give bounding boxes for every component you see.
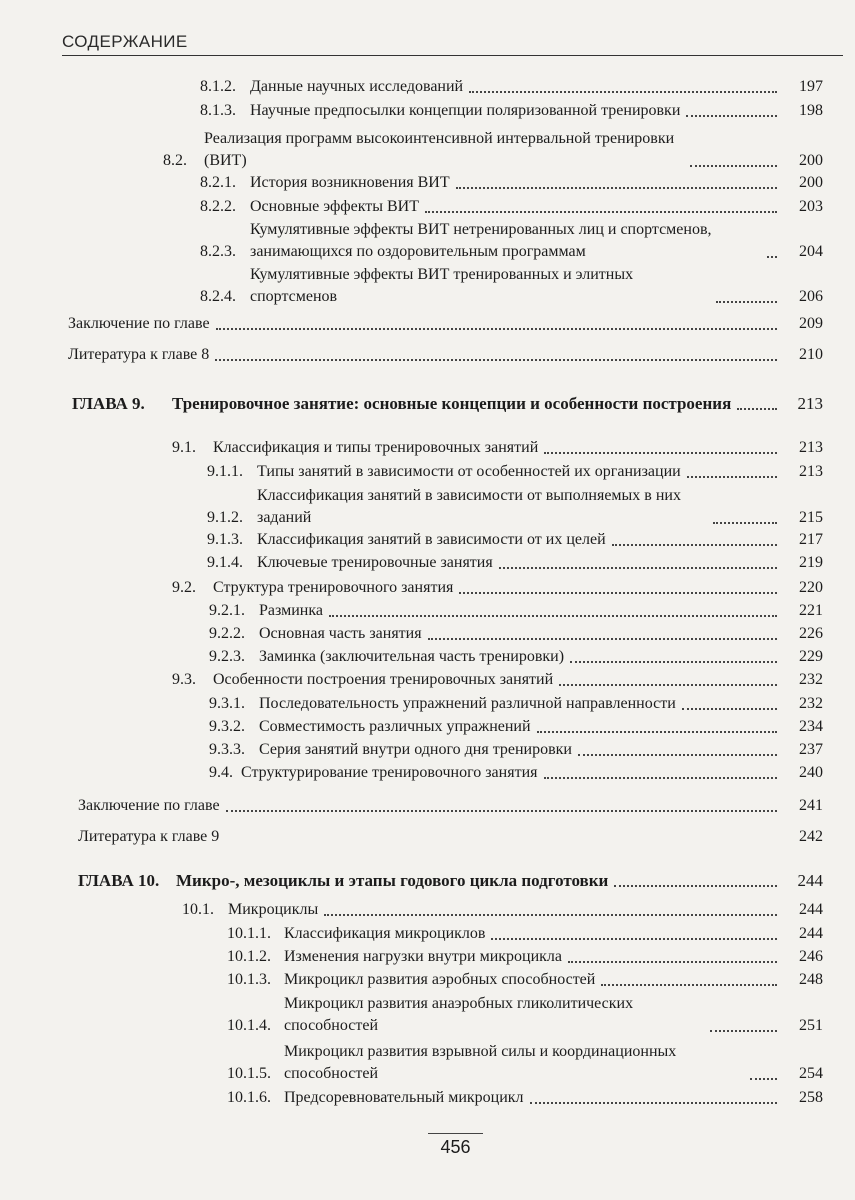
leader-dots	[737, 407, 777, 410]
leader-dots	[469, 90, 777, 93]
toc-entry: 8.1.3. Научные предпосылки концепции поляризованной тренировки 198	[200, 100, 823, 122]
leader-dots	[456, 186, 777, 189]
leader-dots	[570, 660, 777, 663]
toc-entry: 9.3.2. Совместимость различных упражнений 234	[209, 716, 823, 738]
page-number: 241	[799, 797, 823, 814]
toc-entry: 10.1.1. Классификация микроциклов 244	[227, 923, 823, 945]
page-number: 258	[799, 1089, 823, 1106]
page-number: 244	[797, 871, 823, 890]
leader-dots	[491, 937, 777, 940]
leader-dots	[215, 358, 777, 361]
toc-entry: 9.1.4. Ключевые тренировочные занятия 219	[207, 552, 823, 574]
leader-dots	[767, 255, 777, 258]
page-number: 246	[799, 948, 823, 965]
leader-dots	[544, 451, 777, 454]
toc-entry: 9.2.1. Разминка 221	[209, 600, 823, 622]
folio-page-number: 456	[440, 1137, 471, 1157]
toc-entry: 9.2.3. Заминка (заключительная часть тренировки) 229	[209, 646, 823, 668]
page-number: 226	[799, 625, 823, 642]
toc-entry: 8.2.3. Кумулятивные эффекты ВИТ нетренированных лиц и спортсменов, занимающихся по оздоровительным программам 204	[200, 219, 823, 263]
page-number: 229	[799, 648, 823, 665]
leader-dots	[614, 884, 777, 887]
toc-entry: 10.1.5. Микроцикл развития взрывной силы и координационных способностей 254	[227, 1041, 823, 1085]
page-number: 213	[797, 394, 823, 413]
footer-rule	[428, 1133, 483, 1134]
page-number: 206	[799, 288, 823, 305]
leader-dots	[710, 1029, 777, 1032]
leader-dots	[537, 730, 777, 733]
chapter-heading: ГЛАВА 9. Тренировочное занятие: основные концепции и особенности построения 213	[72, 394, 823, 413]
toc-entry: 10.1. Микроциклы 244	[182, 899, 823, 921]
leader-dots	[459, 591, 777, 594]
page-number: 234	[799, 718, 823, 735]
leader-dots	[216, 327, 777, 330]
leader-dots	[682, 707, 777, 710]
leader-dots	[324, 913, 777, 916]
toc-entry: 8.2.2. Основные эффекты ВИТ 203	[200, 196, 823, 218]
page-number: 220	[799, 579, 823, 596]
leader-dots	[428, 637, 777, 640]
toc-entry: 8.2. Реализация программ высокоинтенсивной интервальной тренировки (ВИТ) 200	[163, 128, 823, 172]
toc-entry: 9.1.3. Классификация занятий в зависимости от их целей 217	[207, 529, 823, 551]
page-number: 251	[799, 1017, 823, 1034]
page-number: 198	[799, 102, 823, 119]
leader-dots	[686, 114, 777, 117]
leader-dots	[687, 475, 777, 478]
page-number: 200	[799, 152, 823, 169]
toc-entry: 9.3.3. Серия занятий внутри одного дня тренировки 237	[209, 739, 823, 761]
page-number: 217	[799, 531, 823, 548]
toc-entry: 8.1.2. Данные научных исследований 197	[200, 76, 823, 98]
page-number: 204	[799, 243, 823, 260]
leader-dots	[716, 300, 777, 303]
leader-dots	[544, 776, 778, 779]
page-number: 221	[799, 602, 823, 619]
page-number: 232	[799, 695, 823, 712]
toc-entry: 9.4. Структурирование тренировочного занятия 240	[209, 762, 823, 784]
toc-entry: Литература к главе 9 242	[78, 826, 823, 848]
toc-entry: 9.1.1. Типы занятий в зависимости от особенностей их организации 213	[207, 461, 823, 483]
page-number: 197	[799, 78, 823, 95]
running-header: СОДЕРЖАНИЕ	[62, 32, 188, 51]
page-number: 219	[799, 554, 823, 571]
page-number: 244	[799, 901, 823, 918]
leader-dots	[499, 566, 777, 569]
chapter-heading: ГЛАВА 10. Микро-, мезоциклы и этапы годового цикла подготовки 244	[78, 871, 823, 890]
leader-dots	[425, 210, 777, 213]
toc-entry: Заключение по главе 241	[78, 795, 823, 817]
toc-entry: 9.1. Классификация и типы тренировочных занятий 213	[172, 437, 823, 459]
page-number: 240	[799, 764, 823, 781]
leader-dots	[601, 983, 777, 986]
page-number: 254	[799, 1065, 823, 1082]
toc-entry: 9.1.2. Классификация занятий в зависимости от выполняемых в них заданий 215	[207, 485, 823, 529]
page-number: 209	[799, 315, 823, 332]
leader-dots	[568, 960, 777, 963]
leader-dots	[329, 614, 777, 617]
toc-entry: Заключение по главе 209	[68, 313, 823, 335]
page-number: 213	[799, 439, 823, 456]
toc-entry: 9.2.2. Основная часть занятия 226	[209, 623, 823, 645]
page-number: 248	[799, 971, 823, 988]
toc-entry: 9.3. Особенности построения тренировочных занятий 232	[172, 669, 823, 691]
page-number: 237	[799, 741, 823, 758]
page-number: 213	[799, 463, 823, 480]
toc-entry: Литература к главе 8 210	[68, 344, 823, 366]
toc-entry: 10.1.4. Микроцикл развития анаэробных гликолитических способностей 251	[227, 993, 823, 1037]
leader-dots	[612, 543, 777, 546]
leader-dots	[578, 753, 777, 756]
page-number: 210	[799, 346, 823, 363]
leader-dots	[226, 809, 777, 812]
page-number: 203	[799, 198, 823, 215]
header-rule	[62, 55, 843, 56]
leader-dots	[713, 521, 777, 524]
page-number: 242	[799, 828, 823, 845]
page-number: 200	[799, 174, 823, 191]
toc-entry: 8.2.4. Кумулятивные эффекты ВИТ тренированных и элитных спортсменов 206	[200, 264, 823, 308]
leader-dots	[690, 164, 777, 167]
toc-entry: 8.2.1. История возникновения ВИТ 200	[200, 172, 823, 194]
toc-entry: 10.1.6. Предсоревновательный микроцикл 258	[227, 1087, 823, 1109]
leader-dots	[530, 1101, 777, 1104]
page-number: 232	[799, 671, 823, 688]
leader-dots	[750, 1077, 777, 1080]
leader-dots	[559, 683, 777, 686]
page-number: 244	[799, 925, 823, 942]
toc-entry: 9.2. Структура тренировочного занятия 220	[172, 577, 823, 599]
page-number: 215	[799, 509, 823, 526]
toc-entry: 10.1.3. Микроцикл развития аэробных способностей 248	[227, 969, 823, 991]
toc-entry: 10.1.2. Изменения нагрузки внутри микроцикла 246	[227, 946, 823, 968]
toc-entry: 9.3.1. Последовательность упражнений различной направленности 232	[209, 693, 823, 715]
